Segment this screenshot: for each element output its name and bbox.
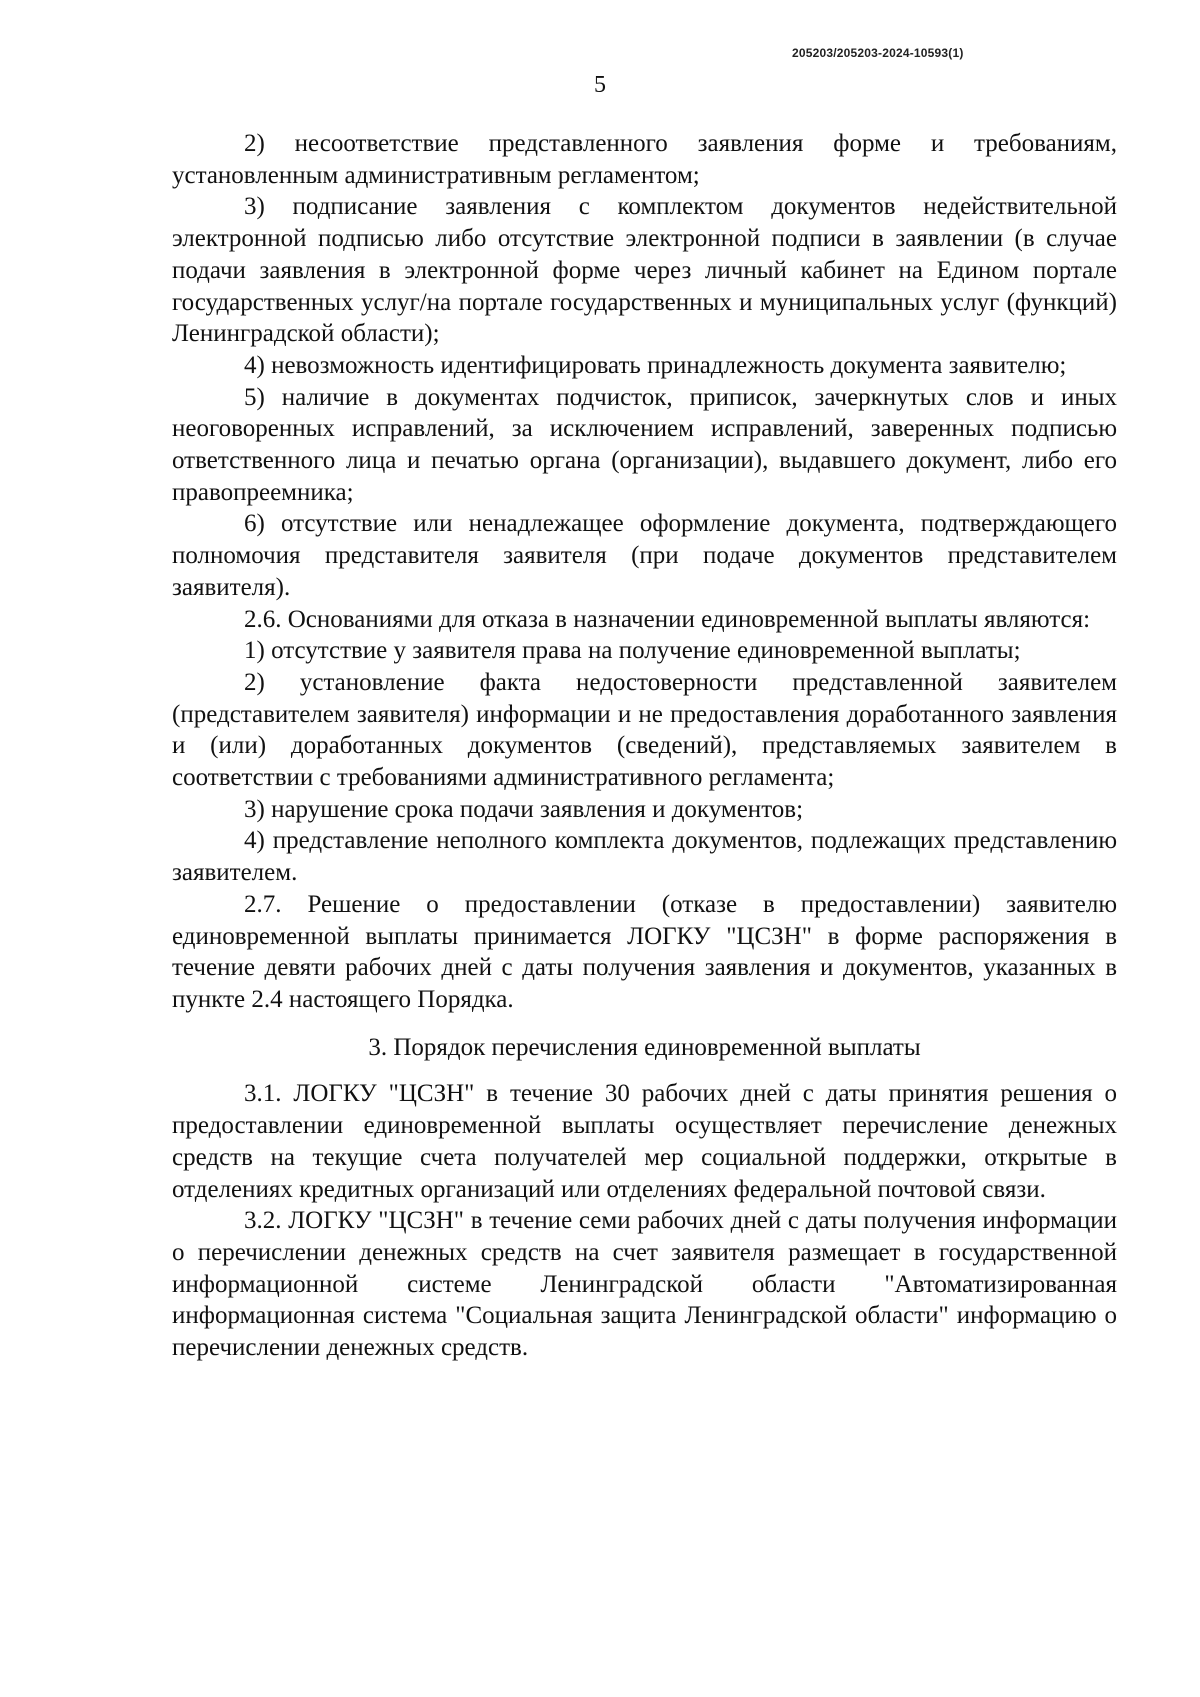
clause-2-6-item-4: 4) представление неполного комплекта документов, подлежащих представлению заявителем. bbox=[172, 827, 1117, 887]
clause-2-6: 2.6. Основаниями для отказа в назначении единовременной выплаты являются: bbox=[244, 605, 1091, 633]
clause-2-6-item-3: 3) нарушение срока подачи заявления и документов; bbox=[244, 795, 804, 823]
clause-3-2: 3.2. ЛОГКУ "ЦСЗН" в течение семи рабочих дней с даты получения информации о перечислении денежных средств на счет заявителя размещает в государственной информационной системе Ленинградской области "Автоматизированная информационная система "Социальная защита Ленинградской области" информацию о перечислении денежных средств. bbox=[172, 1207, 1117, 1362]
clause-2-7: 2.7. Решение о предоставлении (отказе в предоставлении) заявителю единовременной выплаты принимается ЛОГКУ "ЦСЗН" в форме распоряжения в течение девяти рабочих дней с даты получения заявления и документов, указанных в пункте 2.4 настоящего Порядка. bbox=[172, 890, 1117, 1013]
clause-2-5-item-6: 6) отсутствие или ненадлежащее оформление документа, подтверждающего полномочия представителя заявителя (при подаче документов представителем заявителя). bbox=[172, 510, 1117, 601]
document-registration-number: 205203/205203-2024-10593(1) bbox=[792, 46, 964, 60]
clause-2-5-item-4: 4) невозможность идентифицировать принадлежность документа заявителю; bbox=[244, 351, 1067, 379]
clause-2-5-item-3: 3) подписание заявления с комплектом документов недействительной электронной подписью либо отсутствие электронной подписи в заявлении (в случае подачи заявления в электронной форме через личный кабинет на Едином портале государственных услуг/на портале государственных и муниципальных услуг (функций) Ленинградской области); bbox=[172, 193, 1117, 348]
document-body bbox=[172, 128, 1117, 1364]
clause-2-6-item-1: 1) отсутствие у заявителя права на получение единовременной выплаты; bbox=[244, 637, 1021, 665]
clause-2-5-item-5: 5) наличие в документах подчисток, приписок, зачеркнутых слов и иных неоговоренных исправлений, за исключением исправлений, заверенных подписью ответственного лица и печатью органа (организации), выдавшего документ, либо его правопреемника; bbox=[172, 383, 1117, 506]
section-heading: 3. Порядок перечисления единовременной выплаты bbox=[368, 1033, 921, 1061]
page-number: 5 bbox=[594, 72, 606, 98]
clause-3-1: 3.1. ЛОГКУ "ЦСЗН" в течение 30 рабочих дней с даты принятия решения о предоставлении единовременной выплаты осуществляет перечисление денежных средств на текущие счета получателей мер социальной поддержки, открытые в отделениях кредитных организаций или отделениях федеральной почтовой связи. bbox=[172, 1080, 1117, 1203]
clause-2-6-item-2: 2) установление факта недостоверности представленной заявителем (представителем заявителя) информации и не предоставления доработанного заявления и (или) доработанных документов (сведений), представляемых заявителем в соответствии с требованиями административного регламента; bbox=[172, 668, 1117, 792]
clause-2-5-item-2: 2) несоответствие представленного заявления форме и требованиям, установленным административным регламентом; bbox=[172, 130, 1117, 189]
